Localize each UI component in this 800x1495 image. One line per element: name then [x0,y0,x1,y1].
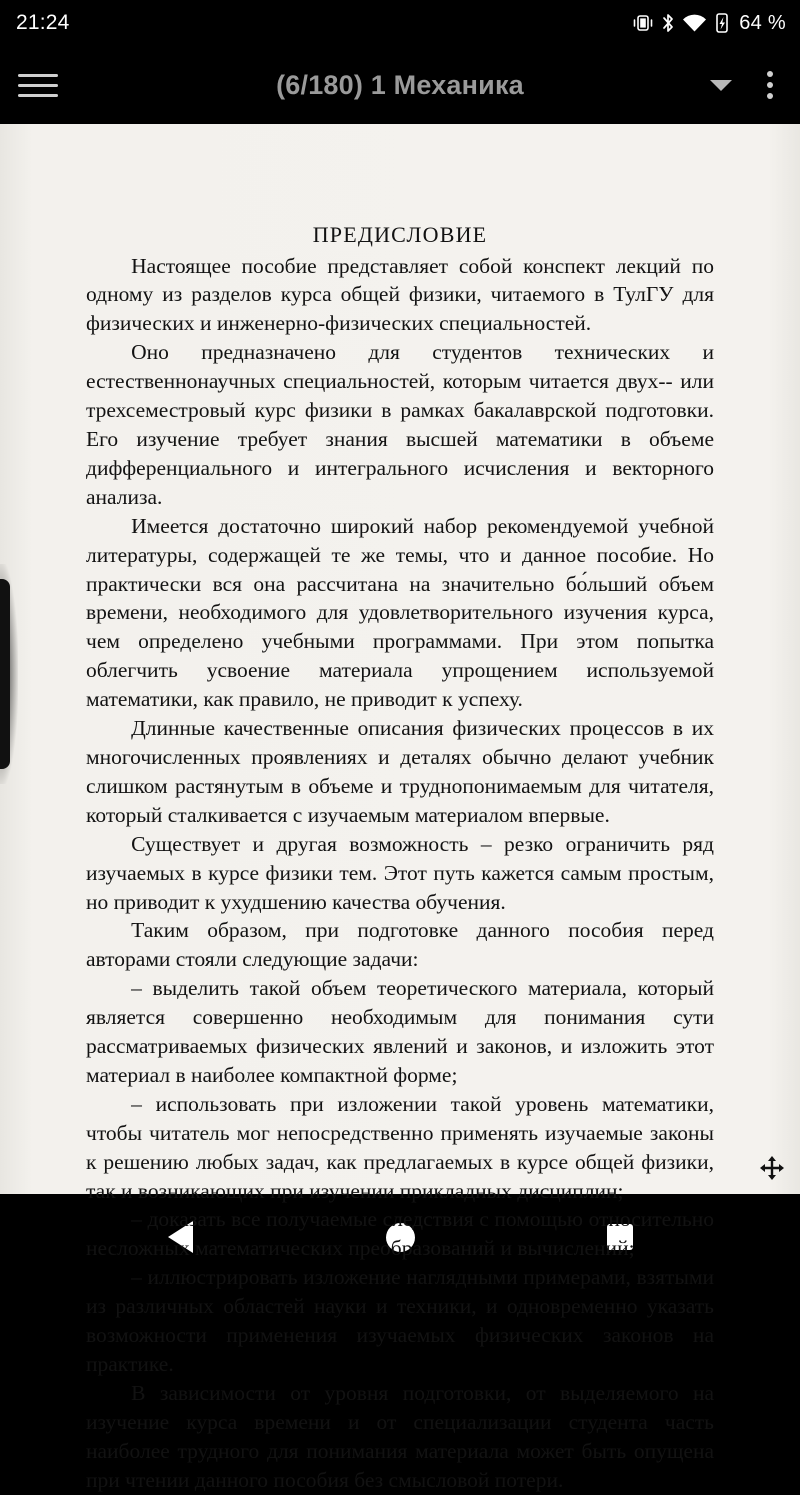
bluetooth-icon [661,12,675,34]
battery-icon [714,12,730,34]
paragraph: – использовать при изложении такой уровень математики, чтобы читатель мог непосредственно применять изучаемые законы к решению любых задач, как предлагаемых в курсе общей физики, так и возникающих при изучении прикладных дисциплин; [86,1091,714,1203]
paragraph: Имеется достаточно широкий набор рекомендуемой учебной литературы, содержащей те же темы, что и данное пособие. Но практически вся она рассчитана на значительно бо́льший объем времени, необходимого для удовлетворительного изучения курса, чем определено учебными программами. При этом попытка облегчить усвоение материала упрощением используемой математики, как правило, не приводит к успеху. [86,513,714,712]
status-bar-right [632,12,786,35]
battery-percent: 64 % [739,11,786,34]
wifi-icon [682,13,707,33]
reader-view[interactable] [0,124,800,1492]
status-bar [0,0,800,46]
paragraph: – иллюстрировать изложение наглядными примерами, взятыми из различных областей науки и техники, и одновременно указать возможности применения изучаемых физических законов на практике. [86,1265,714,1377]
book-page[interactable] [0,124,800,1492]
app-bar-actions [710,65,786,105]
chevron-down-icon[interactable] [710,80,732,91]
document-heading: ПРЕДИСЛОВИЕ [312,222,488,247]
page-text [0,124,800,1495]
move-handle-icon[interactable] [758,1154,786,1182]
vibrate-icon [632,13,654,33]
paragraph: Существует и другая возможность – резко ограничить ряд изучаемых в курсе физики тем. Этот путь кажется самым простым, но приводит к ухудшению качества обучения. [86,831,714,914]
paragraph: Длинные качественные описания физических процессов в их многочисленных проявлениях и деталях обычно делают учебник слишком растянутым в объеме и труднопонимаемым для читателя, который сталкивается с изучаемым материалом впервые. [86,716,714,827]
hamburger-icon[interactable] [18,65,62,105]
paragraph: Таким образом, при подготовке данного пособия перед авторами стояли следующие задачи: [86,918,714,972]
paragraph: В зависимости от уровня подготовки, от выделяемого на изучение курса времени и от специализации студента часть наиболее трудного для понимания материала может быть опущена при чтении данного пособия без смысловой потери. [86,1380,714,1492]
status-clock: 21:24 [16,11,70,34]
paragraph: – выделить такой объем теоретического материала, который является совершенно необходимым для понимания сути рассматриваемых физических явлений и законов, и изложить этот материал в наиболее компактной форме; [86,976,714,1087]
status-bar-left [16,11,70,35]
page-title: (6/180) 1 Механика [276,69,524,100]
app-bar [0,46,800,124]
paragraph: Оно предназначено для студентов технических и естественнонаучных специальностей, которым читается двух-- или трехсеместровый курс физики в рамках бакалаврской подготовки. Его изучение требует знания высшей математики в объеме дифференциального и интегрального исчисления и векторного анализа. [86,340,714,509]
overflow-menu-icon[interactable] [754,65,786,105]
paragraph: – доказать все получаемые следствия с помощью относительно несложных математических преобразований и вычислений; [86,1207,714,1261]
paragraph: Настоящее пособие представляет собой конспект лекций по одному из разделов курса общей физики, читаемого в ТулГУ для физических и инженерно-физических специальностей. [86,253,714,336]
